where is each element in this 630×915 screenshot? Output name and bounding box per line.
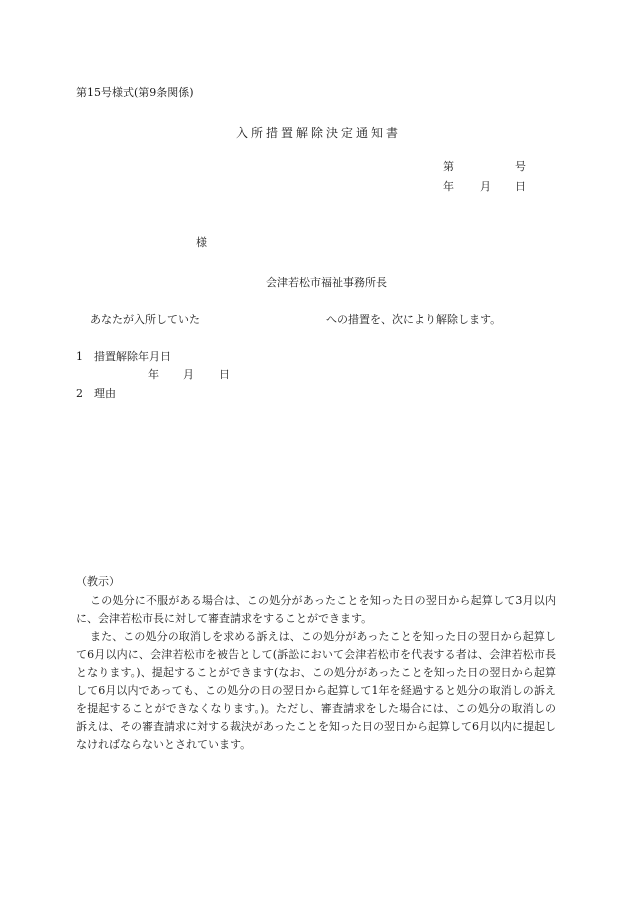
number-prefix: 第 [443,160,454,173]
item-date-day: 日 [219,368,230,381]
number-suffix: 号 [515,160,526,173]
body-suffix: への措置を、次により解除します。 [326,313,502,326]
recipient-honorific: 様 [196,236,207,249]
form-number: 第15号様式(第9条関係) [76,86,194,99]
instruction-heading: （教示） [76,575,120,588]
item-label: 1 措置解除年月日 [76,350,171,363]
document-title: 入所措置解除決定通知書 [236,126,402,140]
sender-name: 会津若松市福祉事務所長 [266,276,387,289]
item-date-year: 年 [148,368,159,381]
date-year: 年 [443,180,454,193]
item-date-month: 月 [183,368,194,381]
date-month: 月 [480,180,491,193]
item-reason: 2 理由 [76,387,116,400]
instruction-paragraph: この処分に不服がある場合は、この処分があったことを知った日の翌日から起算して3月以内に、会津若松市長に対して審査請求をすることができます。 [76,594,556,625]
date-day: 日 [515,180,526,193]
instruction-paragraph: また、この処分の取消しを求める訴えは、この処分があったことを知った日の翌日から起算して6月以内に、会津若松市を被告として(訴訟において会津若松市を代表する者は、会津若松市長となります。)、提起することができます(なお、この処分があったことを知った日の翌日から起算して6月以内であっても、この処分の日の翌日から起算して1年を経過すると処分の取消しの訴えを提起することができなくなります。)。ただし、審査請求をした場合には、この処分の取消しの訴えは、その審査請求に対する裁決があったことを知った日の翌日から起算して6月以内に提起しなければならないとされています。 [76,630,556,751]
body-prefix: あなたが入所していた [90,313,200,326]
